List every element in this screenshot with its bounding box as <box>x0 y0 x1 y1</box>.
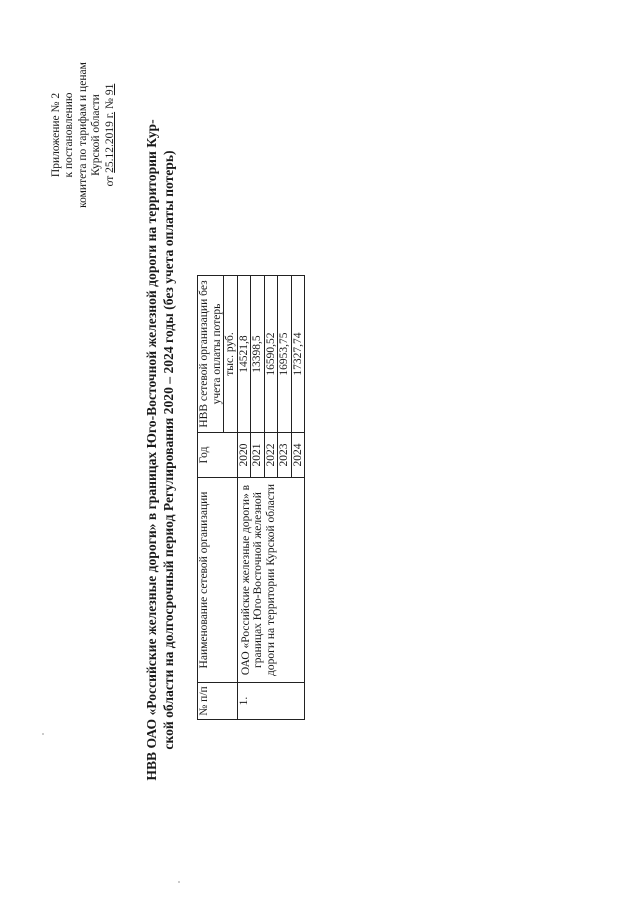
title-line-2: ской области на долгосрочный период Регулирования 2020 – 2024 годы (без учета оплаты потерь) <box>161 150 176 750</box>
value-cell: 16953,75 <box>278 276 292 433</box>
header-unit: тыс. руб. <box>224 276 238 433</box>
value-cell: 16590,52 <box>264 276 278 433</box>
appendix-line-2: к постановлению <box>63 92 76 178</box>
header-year: Год <box>198 433 238 478</box>
resolution-number: 91 <box>103 83 116 96</box>
value-cell: 13398,5 <box>251 276 265 433</box>
header-nvv: НВВ сетевой организации без учета оплаты потерь <box>198 276 224 433</box>
appendix-line-3: комитета по тарифам и ценам <box>76 62 89 208</box>
year-cell: 2022 <box>264 433 278 478</box>
table-row <box>237 276 251 720</box>
scan-speck <box>178 881 180 883</box>
date-prefix: от <box>103 172 116 187</box>
year-cell: 2023 <box>278 433 292 478</box>
table-header-row <box>198 276 224 720</box>
row-org: ОАО «Российские железные дороги» в границах Юго-Восточной железной дороги на территории Курской области <box>237 478 305 683</box>
appendix-line-4: Курской области <box>90 94 103 176</box>
year-cell: 2020 <box>237 433 251 478</box>
nvv-table <box>197 275 305 720</box>
year-cell: 2021 <box>251 433 265 478</box>
value-cell: 17327,74 <box>291 276 305 433</box>
document-title <box>143 35 177 865</box>
row-num: 1. <box>237 683 305 720</box>
appendix-line-1: Приложение № 2 <box>50 92 62 178</box>
appendix-block <box>50 20 117 250</box>
value-cell: 14521,8 <box>237 276 251 433</box>
year-cell: 2024 <box>291 433 305 478</box>
resolution-date: 25.12.2019 г. <box>103 111 116 173</box>
title-line-1: НВВ ОАО «Российские железные дороги» в границах Юго-Восточной железной дороги на территории Кур- <box>144 119 159 781</box>
scan-speck <box>42 733 44 735</box>
appendix-date-line <box>104 20 117 250</box>
header-org: Наименование сетевой организации <box>198 478 238 683</box>
number-prefix: № <box>103 95 116 112</box>
header-num: № п/п <box>198 683 238 720</box>
